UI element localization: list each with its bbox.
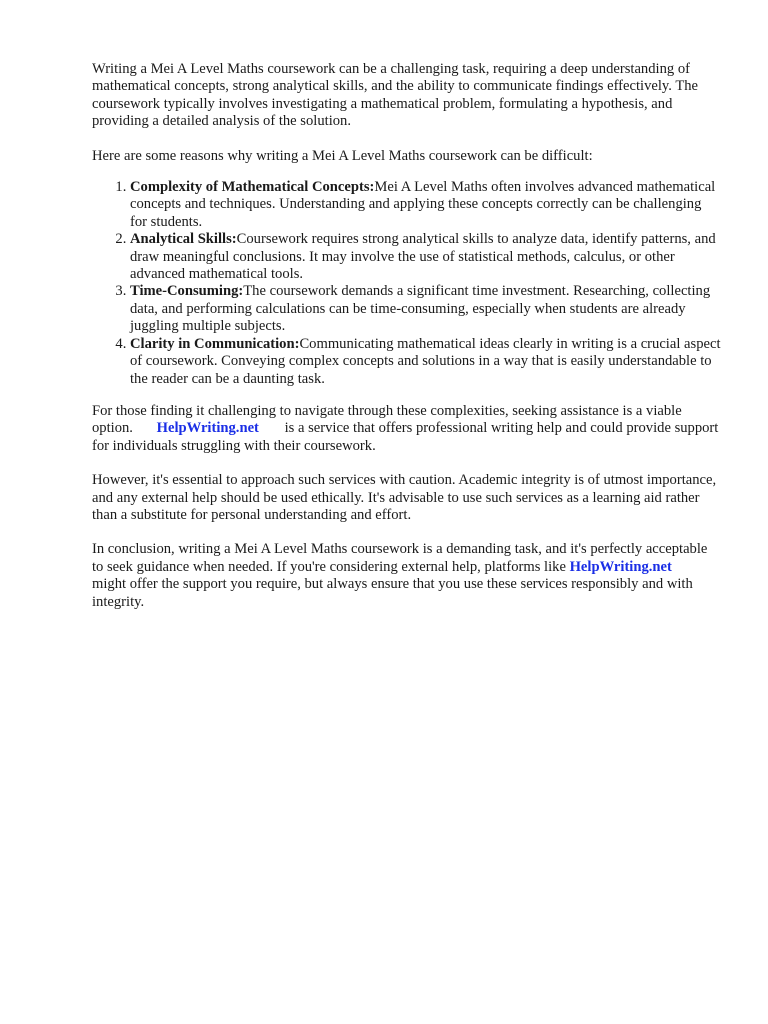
conclusion-text-after: might offer the support you require, but always ensure that you use these services responsibly and with integrity.: [92, 576, 693, 610]
intro-paragraph: Writing a Mei A Level Maths coursework can be a challenging task, requiring a deep understanding of mathematical concepts, strong analytical skills, and the ability to communicate findings effectively. The coursework typically involves investigating a mathematical problem, formulating a hypothesis, and providing a detailed analysis of the solution.: [92, 61, 699, 130]
list-item: [130, 336, 722, 388]
list-item-title: Complexity of Mathematical Concepts:: [130, 179, 375, 196]
list-item-text: Coursework requires strong analytical skills to analyze data, identify patterns, and draw meaningful conclusions. It may involve the use of statistical methods, calculus, or other advanced mathematical tools.: [130, 231, 716, 283]
conclusion-text-before: In conclusion, writing a Mei A Level Maths coursework is a demanding task, and it's perfectly acceptable to seek guidance when needed. If you're considering external help, platforms like: [92, 541, 708, 575]
list-item-text: Mei A Level Maths often involves advanced mathematical concepts and techniques. Understanding and applying these concepts correctly can be challenging for students.: [130, 179, 716, 230]
reasons-list: [92, 179, 722, 388]
list-item: [130, 231, 722, 283]
assistance-text-after: is a service that offers professional writing help and could provide support for individuals struggling with their coursework.: [92, 420, 719, 454]
helpwriting-link-conclusion[interactable]: HelpWriting.net: [569, 558, 672, 575]
list-item-title: Clarity in Communication:: [130, 335, 300, 352]
list-item-text: Communicating mathematical ideas clearly in writing is a crucial aspect of coursework. Conveying complex concepts and solutions in a way that is easily understandable to the reader can be a daunting task.: [130, 335, 721, 387]
reasons-lead-paragraph: Here are some reasons why writing a Mei A Level Maths coursework can be difficult:: [92, 147, 593, 164]
list-item-text: The coursework demands a significant time investment. Researching, collecting data, and performing calculations can be time-consuming, especially when students are already juggling multiple subjects.: [130, 283, 711, 335]
assistance-text-before: For those finding it challenging to navigate through these complexities, seeking assistance is a viable option.: [92, 402, 682, 437]
conclusion-paragraph: [92, 541, 722, 611]
helpwriting-link[interactable]: HelpWriting.net: [156, 420, 259, 437]
list-item: [130, 283, 722, 335]
list-item: [130, 179, 722, 231]
assistance-paragraph: [92, 403, 722, 455]
list-item-title: Time-Consuming:: [130, 283, 244, 300]
list-item-title: Analytical Skills:: [130, 231, 237, 248]
document-page: [92, 61, 722, 611]
caution-paragraph: However, it's essential to approach such services with caution. Academic integrity is of utmost importance, and any external help should be used ethically. It's advisable to use such services as a learning aid rather than a substitute for personal understanding and effort.: [92, 472, 717, 523]
